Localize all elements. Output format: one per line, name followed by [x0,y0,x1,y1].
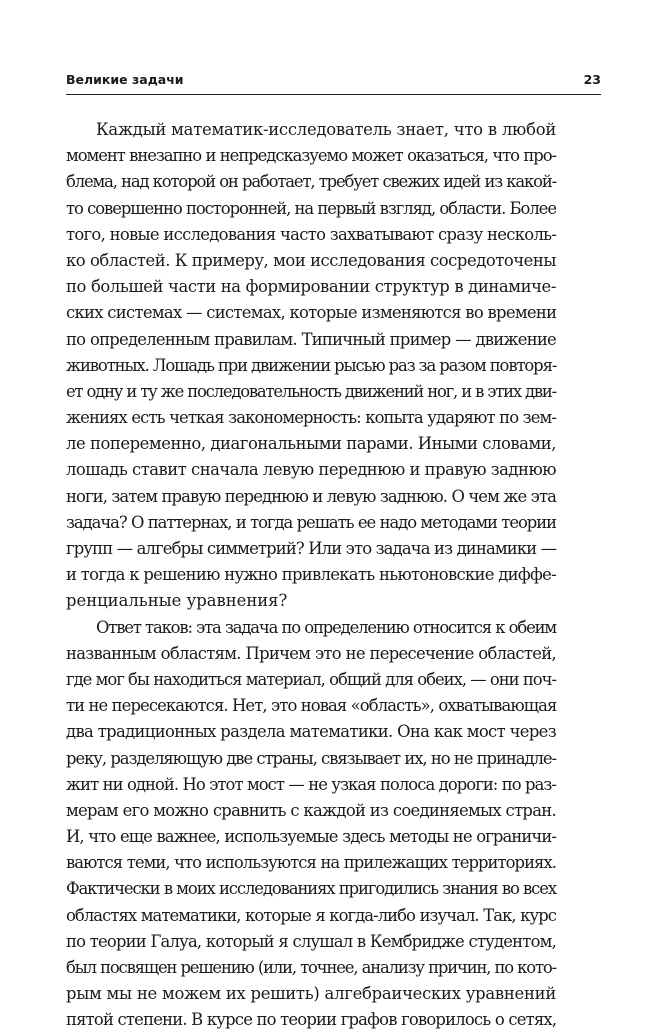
text-line: рым мы не можем их решить) алгебраических уравнений [66,984,556,1004]
text-line: ле попеременно, диагональными парами. Иными словами, [66,434,556,454]
text-line: ноги, затем правую переднюю и левую заднюю. О чем же эта [66,486,556,506]
text-line: то совершенно посторонней, на первый взгляд, области. Более [66,198,556,218]
text-line: Фактически в моих исследованиях пригодились знания во всех [66,879,556,899]
text-line: названным областям. Причем это не пересечение областей, [66,643,556,663]
text-line: по теории Галуа, который я слушал в Кембридже студентом, [66,931,556,951]
text-line: момент внезапно и непредсказуемо может оказаться, что про- [66,146,556,166]
text-line: жит ни одной. Но этот мост — не узкая полоса дороги: по раз- [66,774,556,794]
text-line: жениях есть четкая закономерность: копыта ударяют по зем- [66,408,556,428]
text-line: задача? О паттернах, и тогда решать ее надо методами теории [66,512,556,532]
text-line: Ответ таков: эта задача по определению относится к обеим [96,617,556,637]
text-line: блема, над которой он работает, требует свежих идей из какой- [66,172,556,192]
running-header [66,70,601,95]
paragraph-2 [66,615,556,1034]
text-line: лошадь ставит сначала левую переднюю и правую заднюю [66,460,556,480]
running-title: Великие задачи [66,72,184,87]
page-number: 23 [583,72,601,87]
text-line: животных. Лошадь при движении рысью раз за разом повторя- [66,355,557,375]
text-line: пятой степени. В курсе по теории графов говорилось о сетях, [66,1010,557,1030]
text-line: областях математики, которые я когда-либо изучал. Так, курс [66,905,556,925]
text-line: реку, разделяющую две страны, связывает их, но не принадле- [66,748,556,768]
text-line: ских системах — системах, которые изменяются во времени [66,303,557,323]
text-line: ко областей. К примеру, мои исследования сосредоточены [66,250,556,270]
text-line: того, новые исследования часто захватывают сразу несколь- [66,224,557,244]
text-line: по определенным правилам. Типичный пример — движение [66,329,556,349]
text-line: мерам его можно сравнить с каждой из соединяемых стран. [66,800,556,820]
paragraph-1 [66,117,556,615]
text-line: ваются теми, что используются на прилежащих территориях. [66,853,556,873]
text-line: ренциальные уравнения? [66,591,288,611]
text-line: ет одну и ту же последовательность движений ног, и в этих дви- [66,381,556,401]
text-line: ти не пересекаются. Нет, это новая «область», охватывающая [66,696,557,716]
text-line: по большей части на формировании структур в динамиче- [66,277,556,297]
text-line: где мог бы находиться материал, общий для обеих, — они поч- [66,669,556,689]
text-line: И, что еще важнее, используемые здесь методы не ограничи- [66,827,556,847]
text-line: групп — алгебры симметрий? Или это задача из динамики — [66,539,557,558]
text-line: два традиционных раздела математики. Она как мост через [66,722,556,742]
text-line: был посвящен решению (или, точнее, анализу причин, по кото- [66,958,556,977]
text-line: и тогда к решению нужно привлекать ньютоновские диффе- [66,565,556,585]
body-text [66,117,556,1034]
text-line: Каждый математик-исследователь знает, что в любой [96,120,556,139]
